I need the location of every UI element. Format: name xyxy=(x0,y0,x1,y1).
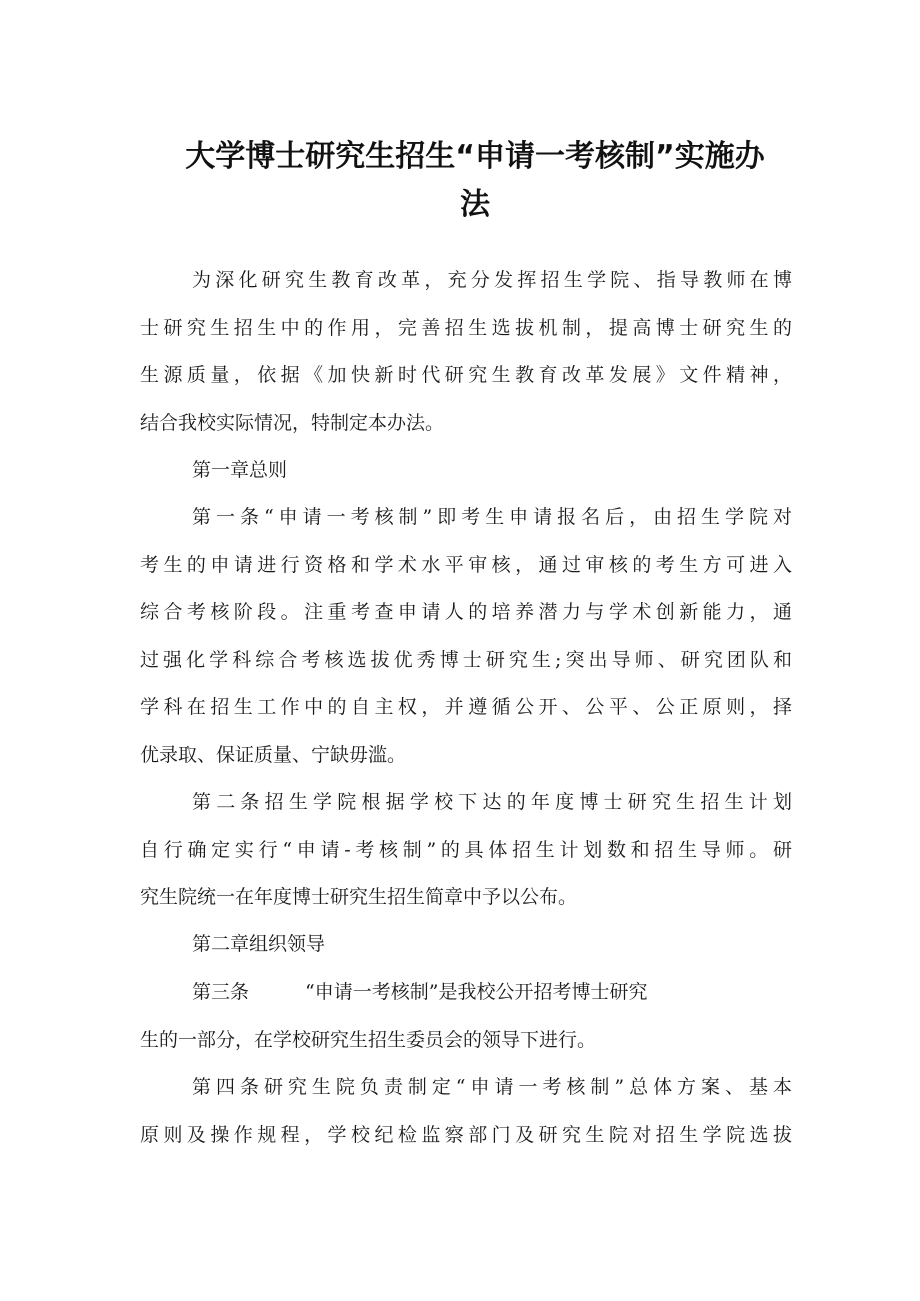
chapter-1-title: 第一章总则 xyxy=(192,459,288,481)
chapter-2-title: 第二章组织领导 xyxy=(192,933,326,955)
article-4-paragraph xyxy=(140,1064,792,1159)
text-line: 第四条研究生院负责制定“申请一考核制”总体方案、基本 xyxy=(192,1076,792,1098)
text-line: 生源质量，依据《加快新时代研究生教育改革发展》文件精神， xyxy=(140,364,792,386)
title-line-2: 法 xyxy=(460,187,490,222)
text-line: 学科在招生工作中的自主权，并遵循公开、公平、公正原则，择 xyxy=(140,696,792,718)
text-line: 考生的申请进行资格和学术水平审核，通过审核的考生方可进入 xyxy=(140,553,792,576)
text-line: 第二条招生学院根据学校下达的年度博士研究生招生计划 xyxy=(192,791,792,813)
text-line: 优录取、保证质量、宁缺毋滥。 xyxy=(140,743,407,766)
article-2-paragraph xyxy=(140,779,792,922)
text-line: 自行确定实行“申请-考核制”的具体招生计划数和招生导师。研 xyxy=(140,838,792,861)
article-3-text: “申请一考核制”是我校公开招考博士研究 xyxy=(305,981,648,1003)
text-line: 第一条“申请一考核制”即考生申请报名后，由招生学院对 xyxy=(192,506,792,528)
document-title xyxy=(120,133,830,229)
text-line: 生的一部分，在学校研究生招生委员会的领导下进行。 xyxy=(140,1028,597,1051)
text-line: 综合考核阶段。注重考查申请人的培养潜力与学术创新能力，通 xyxy=(140,601,792,623)
text-line: 原则及操作规程，学校纪检监察部门及研究生院对招生学院选拔 xyxy=(140,1123,792,1146)
chapter-heading-1 xyxy=(140,447,792,495)
text-line: 究生院统一在年度博士研究生招生简章中予以公布。 xyxy=(140,886,578,908)
text-line: 士研究生招生中的作用，完善招生选拔机制，提高博士研究生的 xyxy=(140,316,792,339)
title-line-1: 大学博士研究生招生“申请一考核制”实施办 xyxy=(185,139,765,174)
intro-paragraph xyxy=(140,257,792,447)
text-line: 结合我校实际情况，特制定本办法。 xyxy=(140,411,445,434)
article-3-label: 第三条 xyxy=(192,981,250,1003)
chapter-heading-2 xyxy=(140,921,792,969)
text-line xyxy=(140,969,792,1017)
article-3-paragraph xyxy=(140,969,792,1064)
text-line: 过强化学科综合考核选拔优秀博士研究生;突出导师、研究团队和 xyxy=(140,648,792,671)
article-1-paragraph xyxy=(140,494,792,779)
text-line: 为深化研究生教育改革，充分发挥招生学院、指导教师在博 xyxy=(192,269,792,291)
